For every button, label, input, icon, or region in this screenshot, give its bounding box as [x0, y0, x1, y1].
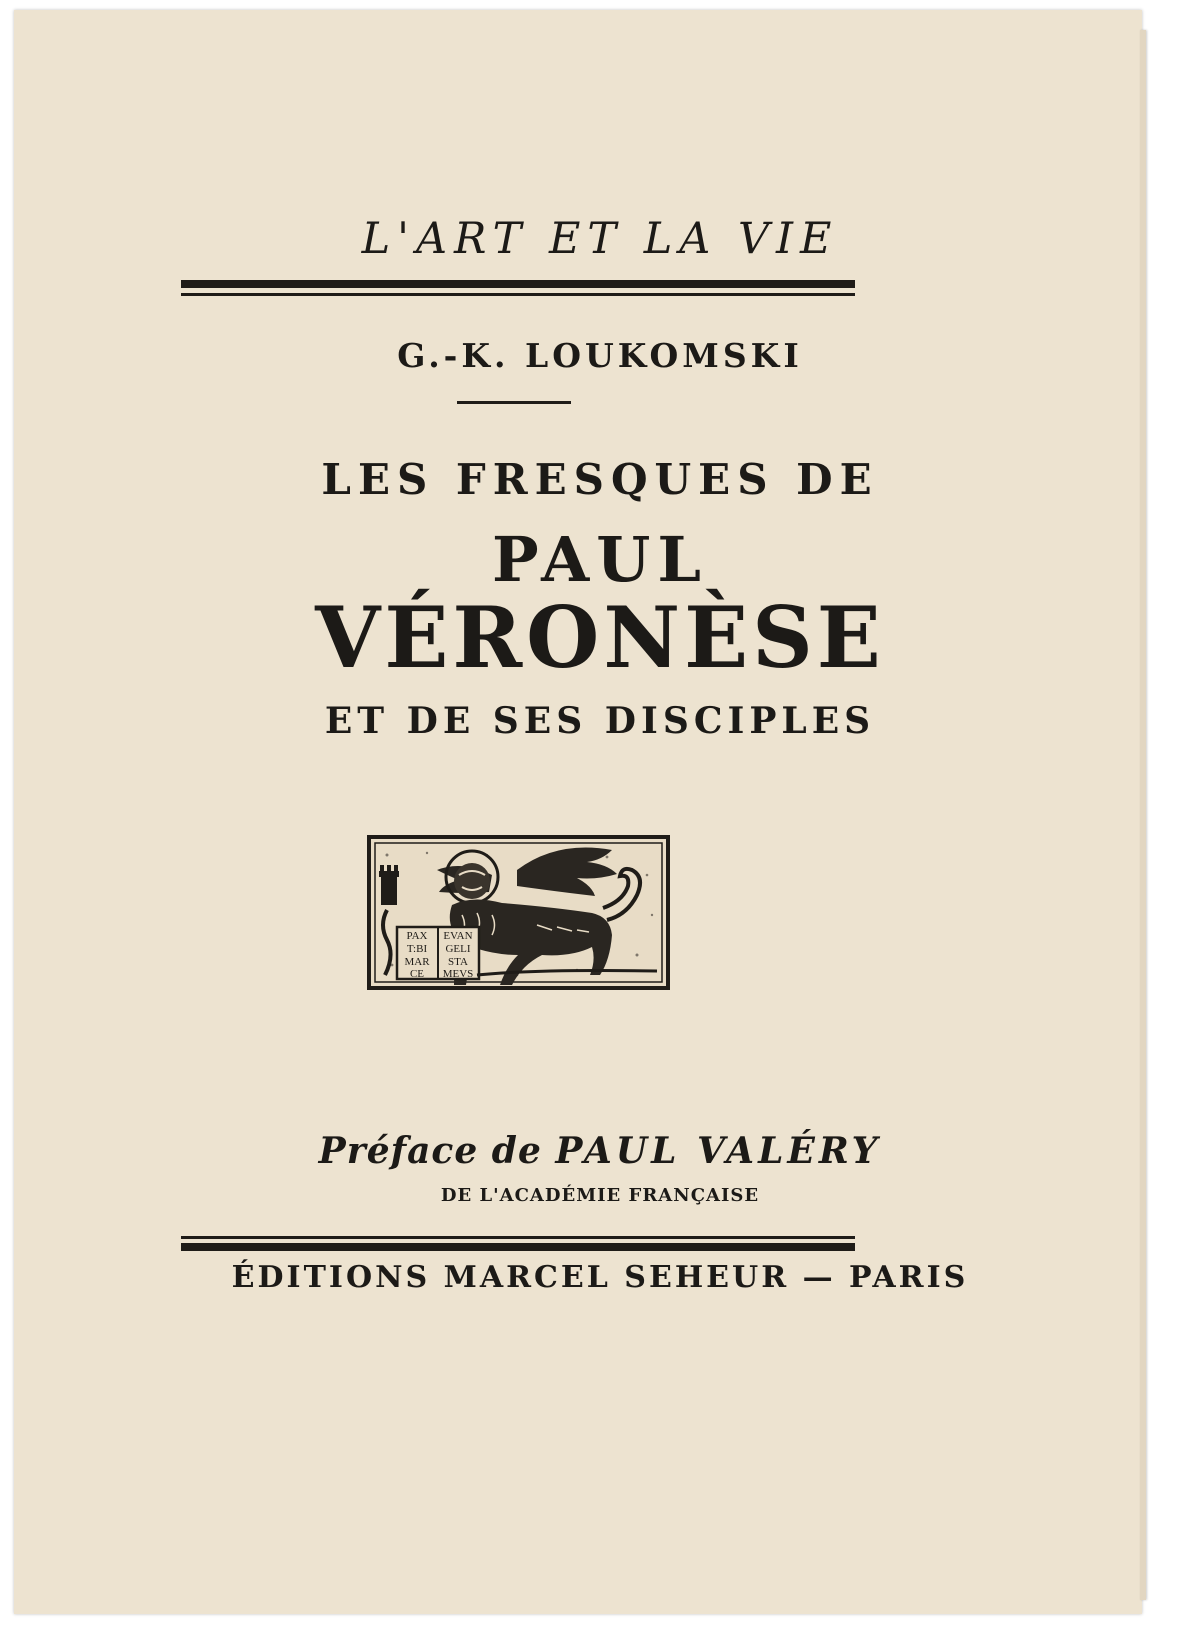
preface-line: [0, 1130, 1200, 1172]
publisher-rule-thick: [181, 1243, 855, 1251]
book-text-1: PAX: [406, 930, 428, 942]
preface-affiliation: DE L'ACADÉMIE FRANÇAISE: [440, 1185, 760, 1206]
title-line-2: PAUL: [492, 523, 708, 596]
book-text-8: MEVS: [442, 968, 474, 980]
series-title: L'ART ET LA VIE: [361, 214, 839, 264]
page-edge: [1140, 30, 1146, 1600]
book-text-5: MAR: [404, 956, 430, 968]
publisher-rule-thin: [181, 1236, 855, 1239]
lion-of-saint-mark-icon: [367, 835, 670, 990]
title-line-3: VÉRONÈSE: [315, 588, 885, 687]
title-line-4: ET DE SES DISCIPLES: [324, 700, 876, 742]
preface-prefix: Préface de: [318, 1130, 542, 1172]
series-rule-thick: [181, 280, 855, 288]
author-divider: [457, 401, 571, 404]
publisher-imprint: ÉDITIONS MARCEL SEHEUR — PARIS: [231, 1260, 969, 1295]
book-text-6: STA: [448, 956, 468, 968]
author-name: G.-K. LOUKOMSKI: [397, 336, 803, 375]
book-text-3: T:BI: [406, 943, 428, 955]
book-text-4: GELI: [445, 943, 471, 955]
preface-author: PAUL VALÉRY: [555, 1130, 882, 1172]
title-line-1: LES FRESQUES DE: [321, 455, 879, 504]
book-text-7: CE: [409, 968, 425, 980]
book-text-2: EVAN: [443, 930, 473, 942]
series-rule-thin: [181, 293, 855, 296]
